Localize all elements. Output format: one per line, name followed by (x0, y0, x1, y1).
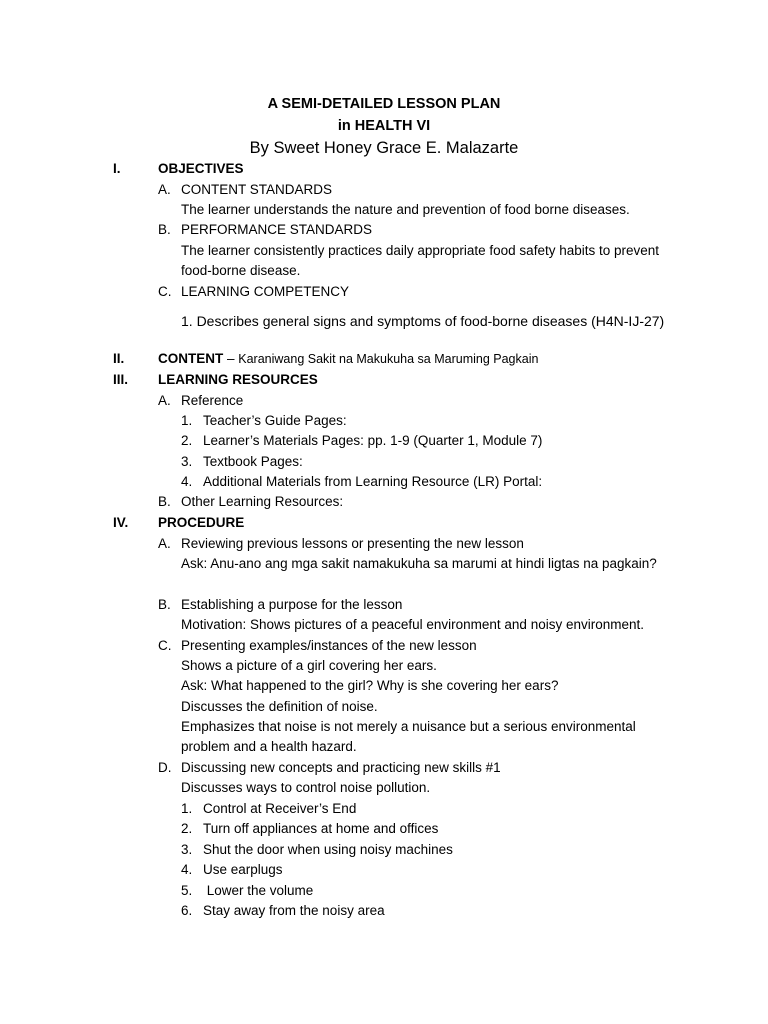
reference-label: Reference (181, 393, 244, 408)
document-subtitle: in HEALTH VI (337, 118, 431, 134)
list-letter: B. (158, 597, 171, 612)
procedure-a-label: Reviewing previous lessons or presenting the new lesson (181, 536, 524, 551)
content-standards-text: The learner understands the nature and prevention of food borne diseases. (181, 202, 630, 217)
procedure-d-label: Discussing new concepts and practicing new skills #1 (181, 760, 501, 775)
procedure-a-text: Ask: Anu-ano ang mga sakit namakukuha sa marumi at hindi ligtas na pagkain? (181, 556, 657, 571)
procedure-c-text: Emphasizes that noise is not merely a nuisance but a serious environmental (181, 719, 636, 734)
other-resources-label: Other Learning Resources: (181, 494, 344, 509)
list-letter: C. (158, 638, 172, 653)
list-letter: C. (158, 284, 172, 299)
performance-standards-text: The learner consistently practices daily appropriate food safety habits to prevent (181, 243, 660, 258)
list-letter: B. (158, 494, 171, 509)
list-number: 1. (181, 413, 193, 428)
list-item: Stay away from the noisy area (203, 903, 385, 918)
list-number: 3. (181, 454, 193, 469)
list-number: 3. (181, 842, 193, 857)
list-item: Learner’s Materials Pages: pp. 1-9 (Quarter 1, Module 7) (203, 433, 543, 448)
section-heading-objectives: OBJECTIVES (158, 161, 244, 176)
list-letter: A. (158, 393, 171, 408)
list-item: Teacher’s Guide Pages: (203, 413, 347, 428)
list-letter: A. (158, 182, 171, 197)
section-number-content: II. (113, 351, 125, 366)
procedure-b-text: Motivation: Shows pictures of a peaceful environment and noisy environment. (181, 617, 645, 632)
list-number: 4. (181, 862, 193, 877)
performance-standards-text-cont: food-borne disease. (181, 263, 301, 278)
list-number: 6. (181, 903, 193, 918)
list-number: 2. (181, 433, 193, 448)
section-heading-procedure: PROCEDURE (158, 515, 245, 530)
procedure-c-text: problem and a health hazard. (181, 739, 357, 754)
list-item: Additional Materials from Learning Resource (LR) Portal: (203, 474, 543, 489)
procedure-b-label: Establishing a purpose for the lesson (181, 597, 403, 612)
content-topic: Karaniwang Sakit na Makukuha sa Maruming Pagkain (238, 352, 539, 366)
list-item: Lower the volume (203, 883, 314, 898)
list-letter: B. (158, 222, 171, 237)
section-number-resources: III. (113, 372, 129, 387)
section-heading-resources: LEARNING RESOURCES (158, 372, 318, 387)
list-number: 5. (181, 883, 193, 898)
section-heading-content: CONTENT (158, 351, 224, 366)
list-item: Use earplugs (203, 862, 283, 877)
list-number: 1. (181, 801, 193, 816)
learning-competency-label: LEARNING COMPETENCY (181, 284, 350, 299)
procedure-c-text: Shows a picture of a girl covering her ears. (181, 658, 437, 673)
procedure-c-text: Discusses the definition of noise. (181, 699, 378, 714)
list-item: Textbook Pages: (203, 454, 303, 469)
document-title: A SEMI-DETAILED LESSON PLAN (267, 96, 501, 112)
procedure-d-text: Discusses ways to control noise pollution. (181, 780, 431, 795)
list-letter: A. (158, 536, 171, 551)
list-letter: D. (158, 760, 172, 775)
list-item: Shut the door when using noisy machines (203, 842, 453, 857)
list-number: 4. (181, 474, 193, 489)
content-line (158, 350, 538, 368)
list-item: Turn off appliances at home and offices (203, 821, 439, 836)
section-number-procedure: IV. (113, 515, 129, 530)
list-item: Control at Receiver’s End (203, 801, 357, 816)
document-author: By Sweet Honey Grace E. Malazarte (249, 139, 519, 157)
list-number: 2. (181, 821, 193, 836)
procedure-c-label: Presenting examples/instances of the new lesson (181, 638, 477, 653)
content-dash: – (223, 351, 239, 366)
performance-standards-label: PERFORMANCE STANDARDS (181, 222, 373, 237)
procedure-c-text: Ask: What happened to the girl? Why is she covering her ears? (181, 678, 559, 693)
learning-competency-item: 1. Describes general signs and symptoms of food-borne diseases (H4N-IJ-27) (181, 313, 665, 329)
content-standards-label: CONTENT STANDARDS (181, 182, 333, 197)
section-number-objectives: I. (113, 161, 121, 176)
